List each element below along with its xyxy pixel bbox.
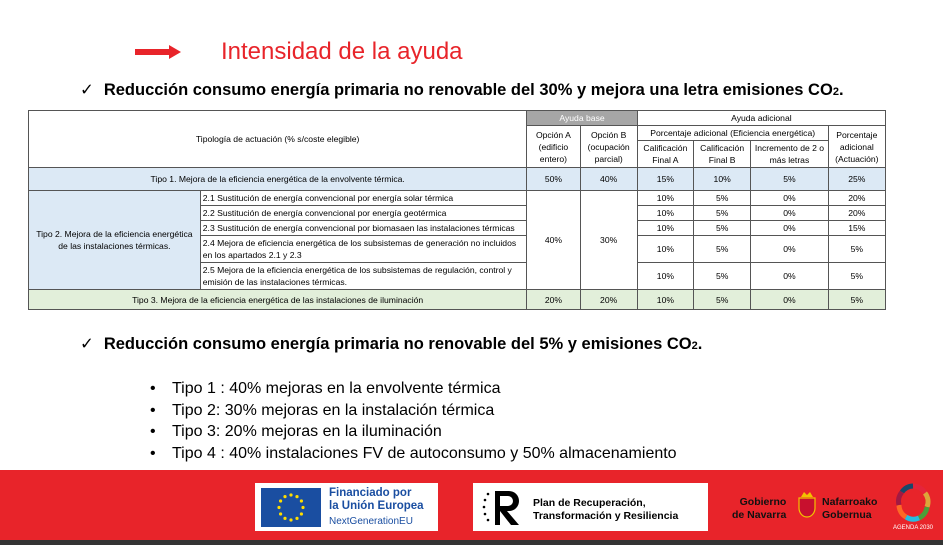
red-arrow-icon	[135, 45, 181, 59]
checkmark-icon: ✓	[80, 335, 94, 353]
header-ayuda-base: Ayuda base	[527, 111, 637, 126]
cell: 20%	[527, 290, 580, 310]
tipo-summary-list	[150, 378, 677, 464]
cell: 10%	[637, 221, 693, 236]
prtr-logo: Plan de Recuperación, Transformación y Resiliencia	[473, 483, 708, 531]
cell: 2.2 Sustitución de energía convencional por energía geotérmica	[200, 206, 527, 221]
checkpoint-30: ✓ Reducción consumo energía primaria no renovable del 30% y mejora una letra emisiones CO2.	[80, 81, 844, 99]
aid-intensity-table	[28, 110, 886, 310]
header-pct-actuacion: Porcentaje adicional (Actuación)	[828, 126, 885, 168]
checkpoint-5: ✓ Reducción consumo energía primaria no renovable del 5% y emisiones CO2.	[80, 335, 703, 353]
navarra-shield-icon	[796, 490, 818, 520]
cell: 0%	[751, 290, 828, 310]
cell: 5%	[694, 221, 751, 236]
cell: 0%	[751, 221, 828, 236]
cell: 50%	[527, 168, 580, 191]
cell: 15%	[828, 221, 885, 236]
cell: 0%	[751, 206, 828, 221]
svg-text:AGENDA 2030: AGENDA 2030	[893, 525, 933, 531]
cell: 40%	[580, 168, 637, 191]
cell: 5%	[694, 191, 751, 206]
header-opcion-a: Opción A (edificio entero)	[527, 126, 580, 168]
gobierno-navarra-logo: Gobierno de Navarra	[732, 496, 787, 521]
tipo2-label: Tipo 2. Mejora de la eficiencia energética de las instalaciones térmicas.	[29, 191, 201, 290]
checkmark-icon: ✓	[80, 81, 94, 99]
cell: 20%	[828, 206, 885, 221]
page-title: Intensidad de la ayuda	[221, 38, 463, 65]
list-item: • Tipo 2: 30% mejoras en la instalación térmica	[150, 400, 677, 422]
cell: 30%	[580, 191, 637, 290]
cell: 2.3 Sustitución de energía convencional por biomasaen las instalaciones térmicas	[200, 221, 527, 236]
header-pct-eficiencia: Porcentaje adicional (Eficiencia energética)	[637, 126, 828, 141]
cell: 2.4 Mejora de eficiencia energética de los subsistemas de generación no incluidos en los apartados 2.1 y 2.3	[200, 236, 527, 263]
cell: 40%	[527, 191, 580, 290]
cell: 5%	[751, 168, 828, 191]
list-item: • Tipo 1 : 40% mejoras en la envolvente térmica	[150, 378, 677, 400]
cell: 10%	[637, 236, 693, 263]
table-row	[29, 290, 886, 310]
prtr-r-icon	[481, 488, 525, 527]
table-row	[29, 191, 886, 206]
cell: 10%	[637, 290, 693, 310]
cell: 25%	[828, 168, 885, 191]
cell: 10%	[637, 191, 693, 206]
cell: 5%	[828, 263, 885, 290]
table-row	[29, 168, 886, 191]
header-ayuda-adicional: Ayuda adicional	[637, 111, 885, 126]
cell: 20%	[580, 290, 637, 310]
cell: 20%	[828, 191, 885, 206]
cell: 15%	[637, 168, 693, 191]
agenda-2030-icon	[893, 482, 933, 532]
list-item: • Tipo 3: 20% mejoras en la iluminación	[150, 421, 677, 443]
cell: 5%	[694, 290, 751, 310]
cell: 10%	[694, 168, 751, 191]
cell: 10%	[637, 206, 693, 221]
cell: 5%	[694, 263, 751, 290]
header-incremento: Incremento de 2 o más letras	[751, 141, 828, 168]
cell: 5%	[828, 236, 885, 263]
header-opcion-b: Opción B (ocupación parcial)	[580, 126, 637, 168]
tipo3-label: Tipo 3. Mejora de la eficiencia energética de las instalaciones de iluminación	[29, 290, 527, 310]
cell: 10%	[637, 263, 693, 290]
header-calif-b: Calificación Final B	[694, 141, 751, 168]
cell: 0%	[751, 263, 828, 290]
header-calif-a: Calificación Final A	[637, 141, 693, 168]
cell: 5%	[694, 206, 751, 221]
cell: 0%	[751, 191, 828, 206]
cell: 5%	[828, 290, 885, 310]
tipo1-label: Tipo 1. Mejora de la eficiencia energética de la envolvente térmica.	[29, 168, 527, 191]
cell: 2.1 Sustitución de energía convencional por energía solar térmica	[200, 191, 527, 206]
eu-flag-icon	[261, 488, 321, 527]
list-item: • Tipo 4 : 40% instalaciones FV de autoconsumo y 50% almacenamiento	[150, 443, 677, 465]
footer-strip	[0, 540, 943, 545]
cell: 0%	[751, 236, 828, 263]
cell: 5%	[694, 236, 751, 263]
header-tipologia: Tipología de actuación (% s/coste elegible)	[29, 111, 527, 168]
cell: 2.5 Mejora de la eficiencia energética de los subsistemas de regulación, control y emisión de las instalaciones térmicas.	[200, 263, 527, 290]
eu-funding-logo: Financiado por la Unión Europea NextGenerationEU	[255, 483, 438, 531]
